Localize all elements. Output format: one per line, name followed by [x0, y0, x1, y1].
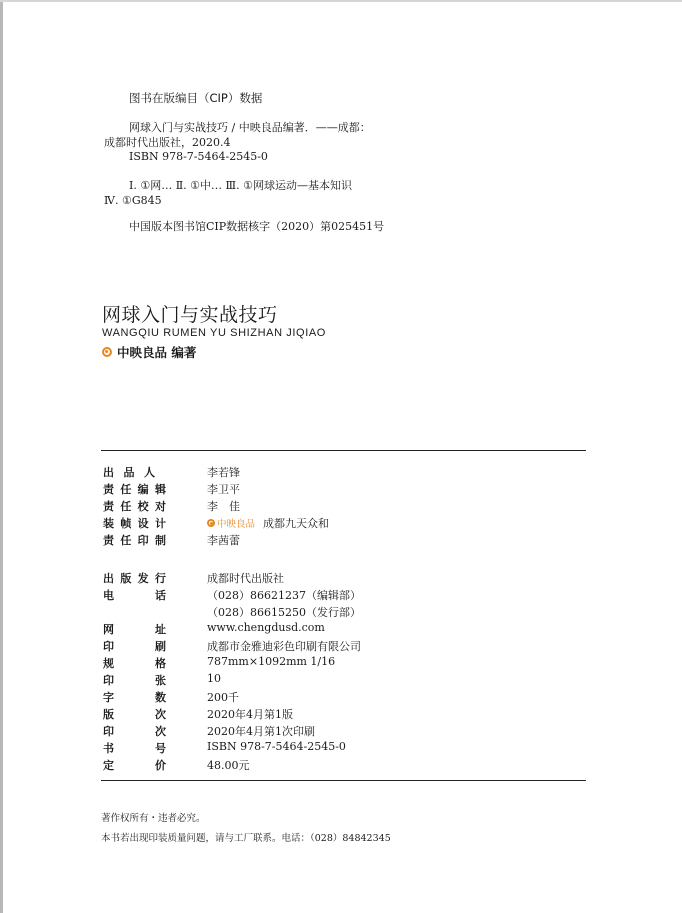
- pub-row: [103, 672, 583, 689]
- label-char: 印: [103, 640, 114, 653]
- staff-value: [207, 515, 329, 531]
- label-char: 书: [103, 742, 114, 755]
- book-title-pinyin: WANGQIU RUMEN YU SHIZHAN JIQIAO: [102, 327, 326, 339]
- label-char: 出: [103, 572, 114, 585]
- label-char: 任: [120, 534, 132, 547]
- pub-label: [103, 757, 166, 773]
- label-char: 张: [155, 674, 166, 687]
- label-char: 次: [155, 708, 166, 721]
- pub-row: [103, 587, 583, 604]
- cip-line: 中国版本图书馆CIP数据核字（2020）第025451号: [129, 220, 385, 233]
- pub-row: [103, 638, 583, 655]
- cip-heading: 图书在版编目（CIP）数据: [129, 91, 263, 105]
- staff-value: 李 佳: [207, 500, 240, 513]
- cip-line: Ⅳ. ①G845: [104, 194, 162, 207]
- pub-label: [103, 740, 166, 756]
- pub-value: 成都市金雅迪彩色印刷有限公司: [207, 640, 361, 653]
- label-char: 出: [103, 466, 114, 479]
- pub-value: 2020年4月第1次印刷: [207, 725, 315, 738]
- pub-row: [103, 723, 583, 740]
- designer-logo-text: 中映良品: [217, 519, 256, 530]
- label-char: 帧: [120, 517, 132, 530]
- copyright-notice: 著作权所有・违者必究。: [101, 813, 206, 824]
- staff-value: 李若锋: [207, 466, 240, 479]
- staff-row: [103, 464, 583, 481]
- label-char: 任: [120, 483, 132, 496]
- staff-row: [103, 515, 583, 532]
- pub-value: ISBN 978-7-5464-2545-0: [207, 740, 346, 753]
- cip-line: ISBN 978-7-5464-2545-0: [129, 150, 268, 163]
- label-char: 任: [120, 500, 132, 513]
- label-char: 责: [103, 534, 114, 547]
- pub-row: [103, 604, 583, 621]
- staff-row: [103, 532, 583, 549]
- pub-value: （028）86621237（编辑部）: [207, 589, 361, 602]
- label-char: 次: [155, 725, 166, 738]
- label-char: 号: [155, 742, 166, 755]
- pub-value: 2020年4月第1版: [207, 708, 293, 721]
- pub-label: [103, 706, 166, 722]
- pub-label: [103, 689, 166, 705]
- label-char: 责: [103, 483, 114, 496]
- pub-row: [103, 570, 583, 587]
- label-char: 规: [103, 657, 114, 670]
- staff-label: [103, 464, 155, 480]
- staff-row: [103, 481, 583, 498]
- pub-value: 787mm×1092mm 1/16: [207, 655, 336, 668]
- pub-label: [103, 672, 166, 688]
- label-char: 数: [155, 691, 166, 704]
- quality-notice: 本书若出现印装质量问题，请与工厂联系。电话：（028）84842345: [101, 833, 391, 844]
- staff-value: 李卫平: [207, 483, 240, 496]
- label-char: 印: [137, 534, 149, 547]
- pub-value: 10: [207, 672, 221, 685]
- pub-row: [103, 621, 583, 638]
- label-char: 发: [137, 572, 149, 585]
- staff-value: 李茜蕾: [207, 534, 240, 547]
- pub-label: [103, 587, 166, 603]
- pub-label: [103, 638, 166, 654]
- pub-value: （028）86615250（发行部）: [207, 606, 361, 619]
- staff-label: [103, 498, 166, 514]
- page-left-edge: [0, 0, 3, 913]
- label-char: 品: [123, 466, 135, 479]
- pub-row: [103, 689, 583, 706]
- label-char: 校: [137, 500, 149, 513]
- designer-logo-icon: [207, 519, 215, 527]
- label-char: 网: [103, 623, 114, 636]
- label-char: 址: [155, 623, 166, 636]
- cip-line: 成都时代出版社，2020.4: [104, 136, 231, 149]
- label-char: 定: [103, 759, 114, 772]
- label-char: 价: [155, 759, 166, 772]
- label-char: 编: [137, 483, 149, 496]
- designer-name: 成都九天众和: [263, 517, 330, 530]
- label-char: 电: [103, 589, 114, 602]
- staff-label: [103, 515, 166, 531]
- pub-label: [103, 655, 166, 671]
- pub-value: 成都时代出版社: [207, 572, 284, 585]
- cip-line: 网球入门与实战技巧 / 中映良品编著．——成都：: [129, 121, 371, 134]
- staff-label: [103, 532, 166, 548]
- label-char: 责: [103, 500, 114, 513]
- label-char: 格: [155, 657, 166, 670]
- label-char: 辑: [154, 483, 166, 496]
- book-author: [102, 343, 196, 361]
- label-char: 设: [137, 517, 149, 530]
- label-char: 制: [154, 534, 166, 547]
- label-char: 刷: [155, 640, 166, 653]
- page-top-edge: [0, 0, 682, 2]
- pub-row: [103, 757, 583, 774]
- designer-logo: [207, 516, 255, 530]
- pub-value: 48.00元: [207, 759, 250, 772]
- pub-value: 200千: [207, 691, 239, 704]
- pub-value: www.chengdusd.com: [207, 621, 325, 634]
- publisher-logo-icon: [102, 347, 112, 357]
- pub-label: [103, 621, 166, 637]
- label-char: 行: [154, 572, 166, 585]
- pub-label: [103, 570, 166, 586]
- staff-label: [103, 481, 166, 497]
- pub-row: [103, 655, 583, 672]
- divider-bottom: [101, 780, 586, 781]
- cip-line: Ⅰ. ①网… Ⅱ. ①中… Ⅲ. ①网球运动—基本知识: [129, 179, 352, 192]
- book-title: 网球入门与实战技巧: [102, 304, 278, 326]
- pub-row: [103, 740, 583, 757]
- label-char: 装: [103, 517, 114, 530]
- divider-top: [101, 450, 586, 451]
- label-char: 人: [144, 466, 155, 479]
- author-text: 中映良品 编著: [117, 345, 197, 360]
- staff-row: [103, 498, 583, 515]
- label-char: 版: [120, 572, 132, 585]
- label-char: 印: [103, 674, 114, 687]
- pub-label: [103, 723, 166, 739]
- label-char: 对: [154, 500, 166, 513]
- pub-row: [103, 706, 583, 723]
- label-char: 字: [103, 691, 114, 704]
- label-char: 话: [155, 589, 166, 602]
- label-char: 计: [154, 517, 166, 530]
- label-char: 版: [103, 708, 114, 721]
- label-char: 印: [103, 725, 114, 738]
